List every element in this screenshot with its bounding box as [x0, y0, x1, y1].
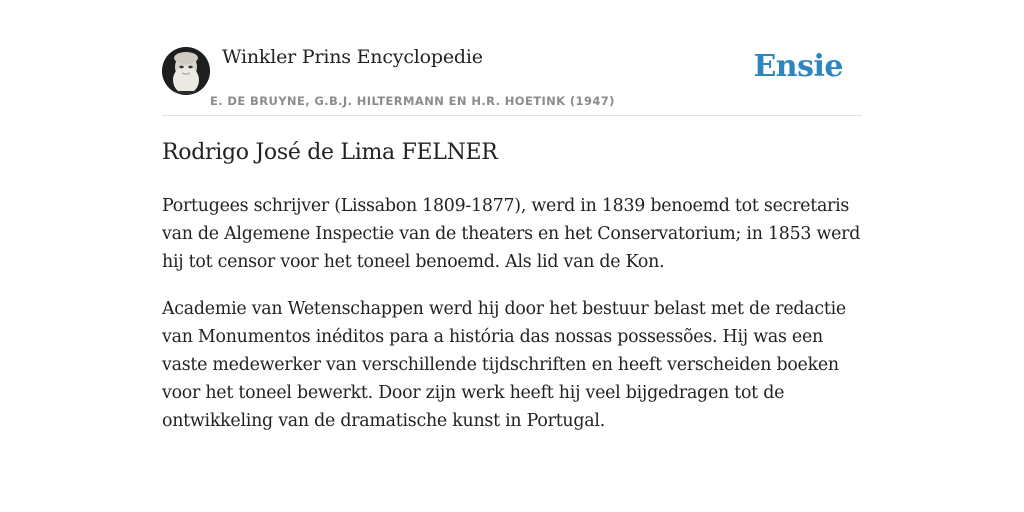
page [162, 0, 862, 512]
source-authors: E. DE BRUYNE, G.B.J. HILTERMANN EN H.R. HOETINK (1947) [210, 94, 615, 108]
article-title: Rodrigo José de Lima FELNER [162, 140, 498, 165]
source-title[interactable]: Winkler Prins Encyclopedie [222, 46, 483, 68]
source-header [162, 0, 862, 116]
avatar[interactable] [162, 47, 210, 95]
article-paragraph-2: Academie van Wetenschappen werd hij door het bestuur belast met de redactie van Monumentos inéditos para a história das nossas possessões. Hij was een vaste medewerker van verschillende tijdschriften en heeft verscheiden boeken voor het toneel bewerkt. Door zijn werk heeft hij veel bijgedragen tot de ontwikkeling van de dramatische kunst in Portugal. [162, 299, 846, 431]
ensie-logo[interactable]: Ensie [753, 49, 843, 84]
bearded-man-portrait-icon [162, 47, 210, 95]
article-paragraph-1: Portugees schrijver (Lissabon 1809-1877), werd in 1839 benoemd tot secretaris van de Algemene Inspectie van de theaters en het Conservatorium; in 1853 werd hij tot censor voor het toneel benoemd. Als lid van de Kon. [162, 196, 861, 272]
